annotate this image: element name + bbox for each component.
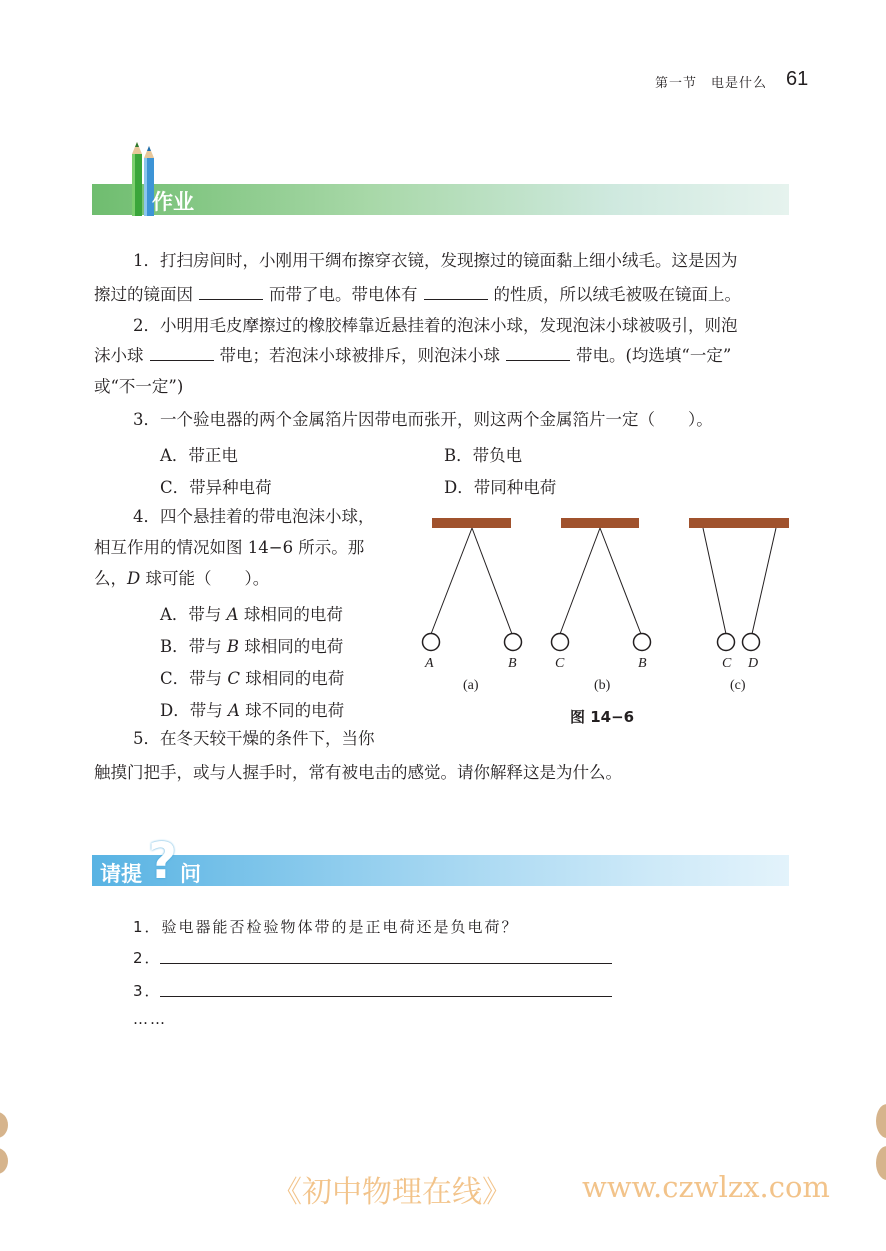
ball-c — [552, 634, 569, 651]
q2-text-b: 带电；若泡沫小球被排斥，则泡沫小球 — [219, 346, 500, 365]
q1-text-a: 擦过的镜面因 — [94, 285, 193, 304]
panel-b — [552, 518, 651, 651]
section-header: 第一节 电是什么 — [655, 76, 768, 91]
homework-banner — [92, 184, 789, 215]
ball-b — [634, 634, 651, 651]
panel-a — [423, 518, 522, 651]
ball-label: B — [638, 656, 647, 671]
ask-question-1: 1．验电器能否检验物体带的是正电荷还是负电荷？ — [133, 918, 519, 936]
q4-ball-d: D — [127, 569, 141, 588]
page-tab-right — [876, 1104, 886, 1138]
ask-question-2-number: 2． — [133, 949, 162, 967]
ask-title-a: 请提 — [100, 862, 142, 886]
ball-b — [505, 634, 522, 651]
q4-option-a: A．带与 A 球相同的电荷 — [160, 605, 343, 624]
panel-label: (c) — [730, 678, 746, 693]
panel-label: (a) — [463, 678, 479, 693]
q4-text-a: 么， — [94, 569, 127, 588]
q1-line2 — [94, 285, 741, 305]
q4-option-b: B．带与 B 球相同的电荷 — [160, 637, 344, 656]
q3-stem: 3．一个验电器的两个金属箔片因带电而张开，则这两个金属箔片一定（ ）。 — [133, 410, 713, 429]
q1-text-b: 而带了电。带电体有 — [269, 285, 418, 304]
q1-text-c: 的性质，所以绒毛被吸在镜面上。 — [493, 285, 741, 304]
thread — [431, 528, 472, 634]
q4-option-c: C．带与 C 球相同的电荷 — [160, 669, 345, 688]
ball-d — [743, 634, 760, 651]
page-tab-right — [876, 1146, 886, 1180]
watermark-url: www.czwlzx.com — [582, 1170, 830, 1204]
q5-line1: 5．在冬天较干燥的条件下，当你 — [133, 729, 375, 748]
answer-line[interactable] — [160, 963, 612, 964]
q2-line2 — [94, 346, 731, 366]
answer-blank[interactable] — [506, 346, 570, 361]
answer-line[interactable] — [160, 996, 612, 997]
support-bar — [689, 518, 789, 528]
ball-label: C — [722, 656, 732, 671]
answer-blank[interactable] — [199, 285, 263, 300]
ball-label: A — [425, 656, 434, 671]
thread — [600, 528, 641, 634]
ball-label: D — [748, 656, 759, 671]
page-number: 61 — [786, 68, 809, 90]
thread — [472, 528, 512, 634]
watermark-text: 《初中物理在线》 — [272, 1175, 512, 1210]
q4-line3 — [94, 569, 269, 589]
thread — [752, 528, 776, 634]
ball-a — [423, 634, 440, 651]
figure-pendulums — [415, 512, 795, 682]
q2-line3: 或“不一定”) — [94, 377, 184, 396]
thread — [560, 528, 600, 634]
homework-title: 作业 — [152, 190, 194, 214]
q2-line1: 2．小明用毛皮摩擦过的橡胶棒靠近悬挂着的泡沫小球，发现泡沫小球被吸引，则泡 — [133, 316, 738, 335]
ball-c — [718, 634, 735, 651]
answer-blank[interactable] — [424, 285, 488, 300]
q4-text-b: 球可能（ ）。 — [140, 569, 270, 588]
figure-caption: 图 14−6 — [570, 708, 635, 726]
ask-question-3-number: 3． — [133, 982, 162, 1000]
page-tab-left — [0, 1148, 8, 1174]
panel-c — [689, 518, 789, 651]
q4-line1: 4．四个悬挂着的带电泡沫小球， — [133, 507, 375, 526]
q4-option-d: D．带与 A 球不同的电荷 — [160, 701, 345, 720]
ask-title-b: 问 — [180, 862, 201, 886]
q3-option-a: A．带正电 — [160, 446, 238, 465]
ball-label: B — [508, 656, 517, 671]
question-mark-icon: ? — [148, 832, 178, 890]
q3-option-b: B．带负电 — [444, 446, 523, 465]
support-bar — [432, 518, 511, 528]
answer-blank[interactable] — [150, 346, 214, 361]
q3-option-c: C．带异种电荷 — [160, 478, 272, 497]
q2-text-a: 沫小球 — [94, 346, 144, 365]
q3-option-d: D．带同种电荷 — [444, 478, 557, 497]
q2-text-c: 带电。(均选填“一定” — [576, 346, 732, 365]
q4-line2: 相互作用的情况如图 14−6 所示。那 — [94, 538, 365, 557]
ball-label: C — [555, 656, 565, 671]
support-bar — [561, 518, 639, 528]
page-tab-left — [0, 1112, 8, 1138]
ellipsis: …… — [133, 1010, 167, 1028]
q1-line1: 1．打扫房间时，小刚用干绸布擦穿衣镜，发现擦过的镜面黏上细小绒毛。这是因为 — [133, 251, 738, 270]
thread — [703, 528, 726, 634]
q5-line2: 触摸门把手，或与人握手时，常有被电击的感觉。请你解释这是为什么。 — [94, 763, 622, 782]
panel-label: (b) — [594, 678, 611, 693]
